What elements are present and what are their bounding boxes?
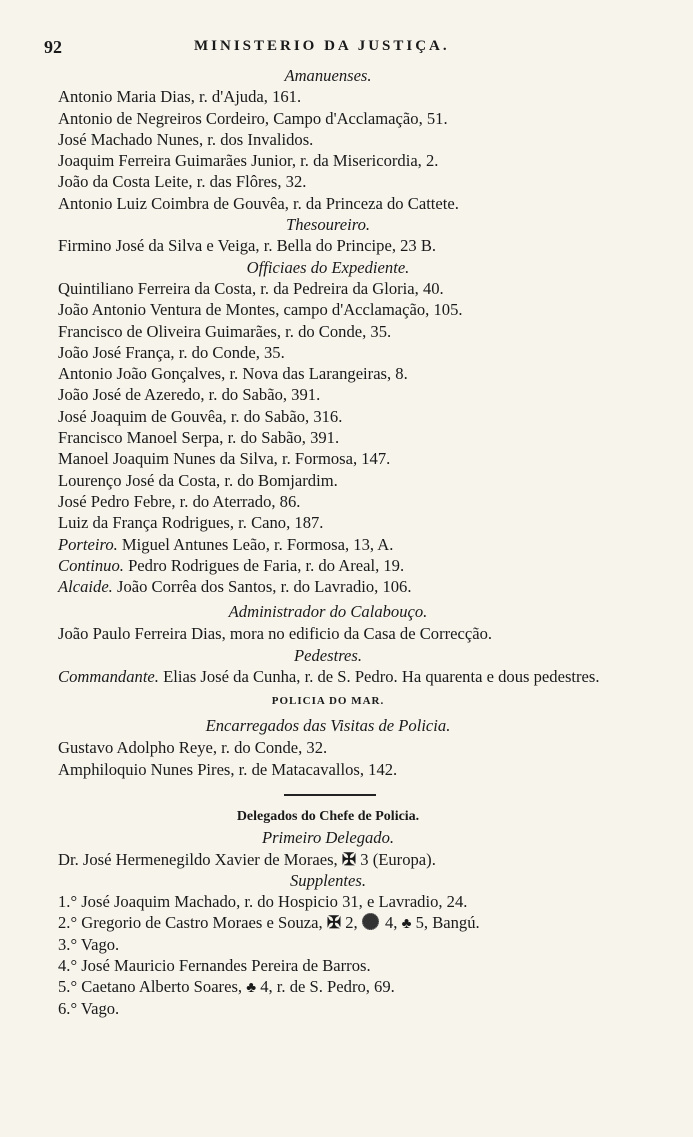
entry-line: Antonio Maria Dias, r. d'Ajuda, 161. bbox=[58, 87, 302, 107]
entry-line: João da Costa Leite, r. das Flôres, 32. bbox=[58, 172, 307, 192]
entry-line: João Paulo Ferreira Dias, mora no edificio da Casa de Correcção. bbox=[58, 624, 493, 644]
role-label: Commandante. bbox=[58, 667, 159, 687]
subsection-heading-visitas: Encarregados das Visitas de Policia. bbox=[205, 716, 451, 736]
page-body bbox=[58, 65, 638, 1019]
entry-text: 4, bbox=[380, 913, 398, 933]
entry-line: José Machado Nunes, r. dos Invalidos. bbox=[58, 129, 314, 149]
divider-rule bbox=[284, 794, 376, 796]
page-number: 92 bbox=[44, 37, 62, 57]
entry-line: Gustavo Adolpho Reye, r. do Conde, 32. bbox=[58, 738, 328, 758]
entry-text: 2, bbox=[341, 913, 358, 933]
entry-text: 2.° Gregorio de Castro Moraes e Souza, bbox=[58, 913, 323, 933]
supplente-line-6: 6.° Vago. bbox=[58, 998, 120, 1018]
role-line-porteiro bbox=[58, 534, 638, 555]
entry-line: João José França, r. do Conde, 35. bbox=[58, 342, 285, 362]
role-label: Continuo. bbox=[58, 555, 124, 575]
subsection-heading-primeiro: Primeiro Delegado. bbox=[261, 828, 395, 848]
role-line-continuo bbox=[58, 555, 638, 576]
entry-text: 5.° Caetano Alberto Soares, bbox=[58, 977, 243, 997]
entry-line: Antonio João Gonçalves, r. Nova das Larangeiras, 8. bbox=[58, 364, 408, 384]
entry-line: Francisco de Oliveira Guimarães, r. do Conde, 35. bbox=[58, 321, 392, 341]
running-header bbox=[44, 34, 644, 60]
section-heading-calabouco: Administrador do Calabouço. bbox=[228, 602, 428, 622]
supplente-line-5 bbox=[58, 976, 638, 997]
role-label: Porteiro. bbox=[58, 534, 118, 554]
entry-line: José Joaquim de Gouvêa, r. do Sabão, 316. bbox=[58, 406, 343, 426]
role-line-alcaide bbox=[58, 576, 638, 597]
entry-line: João Antonio Ventura de Montes, campo d'Acclamação, 105. bbox=[58, 300, 463, 320]
entry-text: 5, Bangú. bbox=[411, 913, 480, 933]
section-heading-officiaes: Officiaes do Expediente. bbox=[246, 257, 410, 277]
entry-text: 4, r. de S. Pedro, 69. bbox=[256, 977, 395, 997]
section-heading-policia-mar: POLICIA DO MAR. bbox=[271, 695, 385, 708]
role-line-commandante bbox=[58, 666, 645, 687]
entry-line: Lourenço José da Costa, r. do Bomjardim. bbox=[58, 470, 338, 490]
role-text: Elias José da Cunha, r. de S. Pedro. Ha quarenta e dous pedestres. bbox=[158, 667, 600, 687]
section-heading-amanuenses: Amanuenses. bbox=[284, 66, 372, 85]
section-divider bbox=[58, 780, 638, 806]
role-label: Alcaide. bbox=[58, 577, 113, 597]
entry-line: Firmino José da Silva e Veiga, r. Bella do Principe, 23 B. bbox=[58, 236, 437, 256]
section-heading-pedestres: Pedestres. bbox=[293, 645, 363, 665]
supplente-line-3: 3.° Vago. bbox=[58, 934, 120, 954]
entry-line: Manoel Joaquim Nunes da Silva, r. Formosa, 147. bbox=[58, 449, 391, 469]
role-text: João Corrêa dos Santos, r. do Lavradio, 106. bbox=[112, 577, 412, 597]
entry-line: Luiz da França Rodrigues, r. Cano, 187. bbox=[58, 513, 324, 533]
order-of-christ-icon: ♣ bbox=[246, 980, 257, 997]
entry-line: Antonio de Negreiros Cordeiro, Campo d'Acclamação, 51. bbox=[58, 108, 448, 128]
entry-line: José Pedro Febre, r. do Aterrado, 86. bbox=[58, 491, 301, 511]
entry-text: Dr. José Hermenegildo Xavier de Moraes, bbox=[58, 849, 338, 869]
entry-line: Amphiloquio Nunes Pires, r. de Matacavallos, 142. bbox=[58, 759, 398, 779]
rose-order-icon bbox=[362, 913, 379, 930]
entry-line: Joaquim Ferreira Guimarães Junior, r. da Misericordia, 2. bbox=[58, 151, 439, 171]
primeiro-delegado-line bbox=[58, 849, 638, 870]
section-heading-thesoureiro: Thesoureiro. bbox=[285, 215, 371, 235]
entry-line: João José de Azeredo, r. do Sabão, 391. bbox=[58, 385, 321, 405]
order-of-christ-icon: ♣ bbox=[401, 916, 412, 933]
running-title: MINISTERIO DA JUSTIÇA. bbox=[194, 38, 450, 54]
cross-of-order-icon: ✠ bbox=[326, 913, 342, 933]
supplente-line-1: 1.° José Joaquim Machado, r. do Hospicio 31, e Lavradio, 24. bbox=[58, 892, 468, 912]
supplente-line-2 bbox=[58, 912, 638, 933]
role-text: Miguel Antunes Leão, r. Formosa, 13, A. bbox=[117, 534, 394, 554]
supplente-line-4: 4.° José Mauricio Fernandes Pereira de Barros. bbox=[58, 955, 371, 975]
subsection-heading-supplentes: Supplentes. bbox=[289, 870, 367, 890]
role-text: Pedro Rodrigues de Faria, r. do Areal, 19. bbox=[123, 555, 405, 575]
section-heading-delegados: Delegados do Chefe de Policia. bbox=[236, 808, 420, 824]
entry-line: Quintiliano Ferreira da Costa, r. da Pedreira da Gloria, 40. bbox=[58, 278, 444, 298]
entry-line: Francisco Manoel Serpa, r. do Sabão, 391. bbox=[58, 428, 340, 448]
cross-of-order-icon: ✠ bbox=[341, 849, 357, 869]
entry-text: 3 (Europa). bbox=[356, 849, 436, 869]
entry-line: Antonio Luiz Coimbra de Gouvêa, r. da Princeza do Cattete. bbox=[58, 193, 459, 213]
